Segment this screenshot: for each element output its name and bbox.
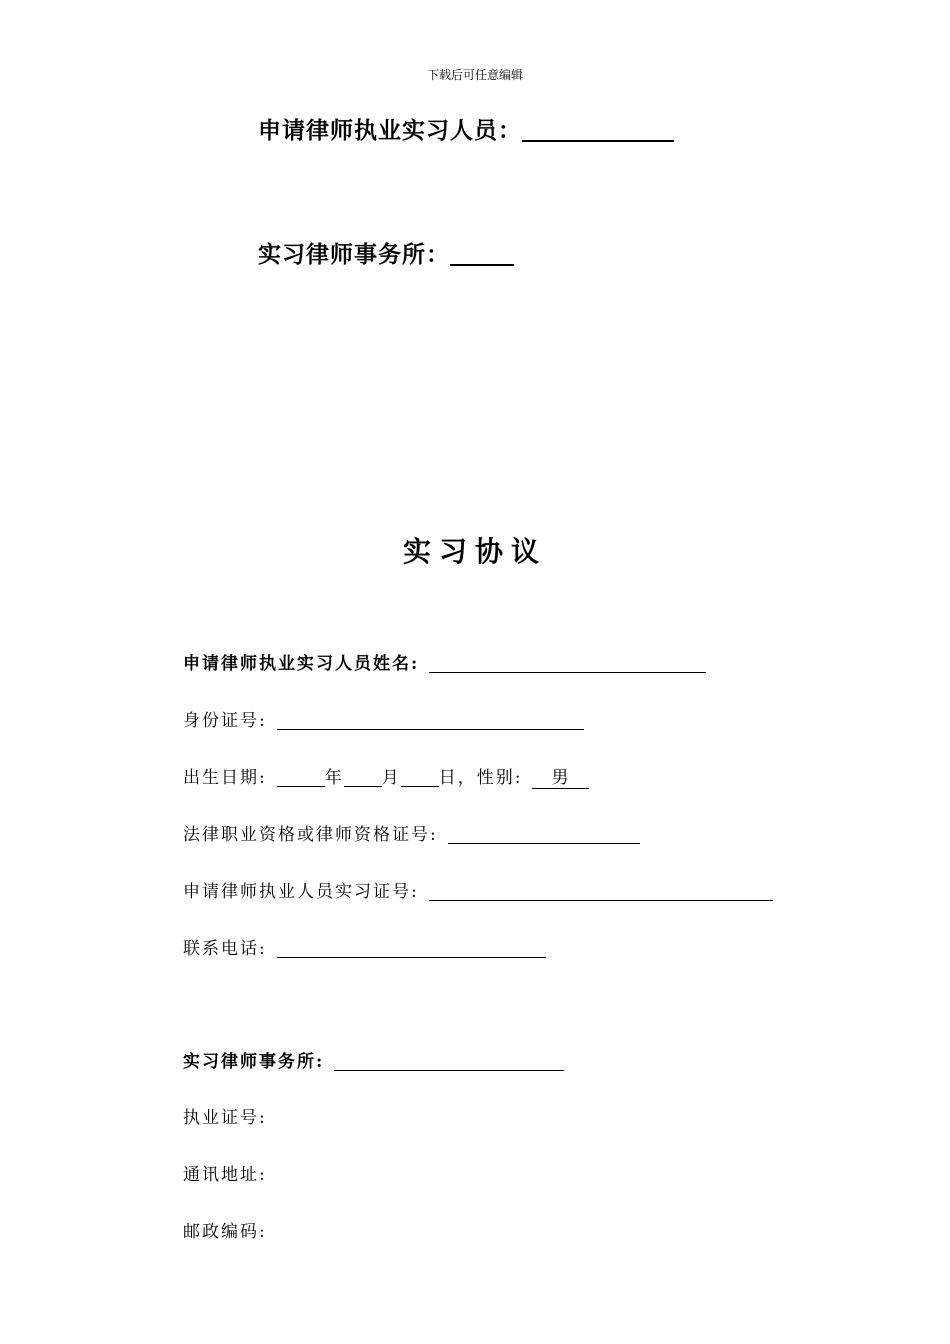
id-number-field[interactable] (277, 709, 584, 730)
cover-applicant-blank[interactable] (522, 116, 674, 142)
applicant-name-label: 申请律师执业实习人员姓名: (183, 654, 420, 674)
firm-label: 实习律师事务所: (183, 1052, 325, 1072)
cover-applicant-line (258, 112, 674, 145)
address-label: 通讯地址: (183, 1165, 267, 1185)
birth-day-field[interactable] (401, 766, 439, 787)
qualification-label: 法律职业资格或律师资格证号: (183, 825, 438, 845)
postal-label: 邮政编码: (183, 1222, 267, 1242)
qualification-field[interactable] (448, 823, 640, 844)
phone-row (183, 933, 546, 959)
license-row (183, 1103, 267, 1128)
postal-row (183, 1217, 267, 1242)
qualification-row (183, 819, 640, 845)
birth-year-field[interactable] (277, 766, 325, 787)
phone-field[interactable] (277, 937, 546, 958)
address-row (183, 1160, 267, 1185)
cover-firm-line (258, 236, 514, 269)
gender-value: 男 (551, 768, 571, 788)
applicant-name-field[interactable] (429, 652, 706, 673)
gender-label: 性别: (476, 768, 523, 788)
applicant-name-row (183, 648, 706, 674)
gender-field[interactable] (532, 763, 589, 789)
birth-month-field[interactable] (344, 766, 382, 787)
license-label: 执业证号: (183, 1108, 267, 1128)
cover-firm-blank[interactable] (450, 240, 514, 266)
year-unit: 年 (324, 768, 344, 788)
intern-cert-row (183, 876, 773, 902)
firm-field[interactable] (334, 1050, 564, 1071)
id-number-row (183, 705, 584, 731)
cover-firm-label: 实习律师事务所： (258, 241, 450, 268)
intern-cert-field[interactable] (429, 880, 773, 901)
firm-row (183, 1046, 564, 1072)
header-note: 下载后可任意编辑 (426, 68, 523, 82)
month-unit: 月 (381, 768, 401, 788)
id-number-label: 身份证号: (183, 711, 267, 731)
document-title: 实习协议 (402, 535, 547, 568)
birth-date-row (183, 762, 589, 789)
birth-date-label: 出生日期: (183, 768, 267, 788)
intern-cert-label: 申请律师执业人员实习证号: (183, 882, 419, 902)
phone-label: 联系电话: (183, 939, 267, 959)
cover-applicant-label: 申请律师执业实习人员： (258, 117, 522, 144)
day-unit: 日， (438, 768, 477, 788)
